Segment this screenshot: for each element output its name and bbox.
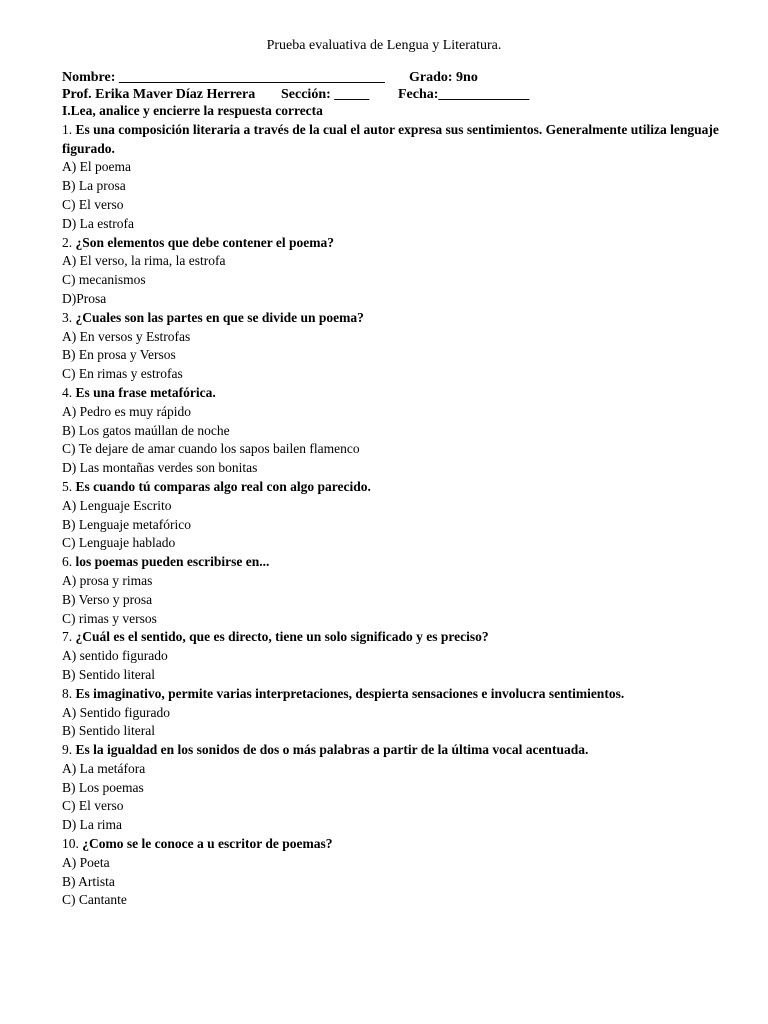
question-7 <box>62 628 742 647</box>
question-10 <box>62 835 742 854</box>
question-text: Es cuando tú comparas algo real con algo parecido. <box>75 478 371 494</box>
name-field-label: Nombre: ______________________________________ <box>62 70 385 85</box>
answer-option[interactable]: D)Prosa <box>62 290 107 306</box>
answer-option[interactable]: B) Los gatos maúllan de noche <box>62 422 230 438</box>
answer-option[interactable]: A) La metáfora <box>62 760 146 776</box>
answer-option[interactable]: C) El verso <box>62 798 124 814</box>
question-text: Es una composición literaria a través de la cual el autor expresa sus sentimientos. Generalmente utiliza lenguaje figurado. <box>62 121 719 156</box>
question-8 <box>62 685 742 704</box>
grade-label: Grado: 9no <box>409 70 478 85</box>
answer-option[interactable]: B) Lenguaje metafórico <box>62 516 191 532</box>
question-text: Es la igualdad en los sonidos de dos o más palabras a partir de la última vocal acentuada. <box>75 742 589 758</box>
section-field-label: Sección: _____ <box>281 87 370 102</box>
answer-option[interactable]: A) sentido figurado <box>62 648 168 664</box>
answer-option[interactable]: D) La rima <box>62 817 122 833</box>
answer-option[interactable]: B) Verso y prosa <box>62 591 153 607</box>
answer-option[interactable]: C) Te dejare de amar cuando los sapos bailen flamenco <box>62 441 360 457</box>
question-number: 6. <box>62 554 73 570</box>
date-field-label: Fecha:_____________ <box>398 87 530 102</box>
answer-option[interactable]: B) Sentido literal <box>62 723 155 739</box>
question-number: 2. <box>62 234 73 250</box>
answer-option[interactable]: A) Pedro es muy rápido <box>62 403 191 419</box>
question-text: ¿Cuales son las partes en que se divide un poema? <box>75 309 364 325</box>
question-list <box>62 121 742 910</box>
answer-option[interactable]: A) Poeta <box>62 854 110 870</box>
question-number: 1. <box>62 121 73 137</box>
question-text: ¿Como se le conoce a u escritor de poemas? <box>82 836 333 852</box>
question-2 <box>62 234 742 253</box>
question-text: ¿Cuál es el sentido, que es directo, tiene un solo significado y es preciso? <box>75 629 489 645</box>
answer-option[interactable]: A) Sentido figurado <box>62 704 170 720</box>
answer-option[interactable]: C) En rimas y estrofas <box>62 366 183 382</box>
answer-option[interactable]: A) El verso, la rima, la estrofa <box>62 253 226 269</box>
question-number: 8. <box>62 685 73 701</box>
question-text: Es imaginativo, permite varias interpretaciones, despierta sensaciones e involucra sentimientos. <box>75 685 625 701</box>
question-1 <box>62 121 742 159</box>
answer-option[interactable]: A) El poema <box>62 159 131 175</box>
question-number: 3. <box>62 309 73 325</box>
question-3 <box>62 309 742 328</box>
answer-option[interactable]: B) Los poemas <box>62 779 144 795</box>
question-number: 9. <box>62 742 73 758</box>
question-number: 10. <box>62 836 79 852</box>
exam-content <box>62 102 742 910</box>
question-number: 7. <box>62 629 73 645</box>
question-text: Es una frase metafórica. <box>75 384 216 400</box>
teacher-name: Prof. Erika Maver Díaz Herrera <box>62 87 256 102</box>
instruction: I.Lea, analice y encierre la respuesta correcta <box>62 103 323 118</box>
question-6 <box>62 553 742 572</box>
answer-option[interactable]: A) En versos y Estrofas <box>62 328 191 344</box>
answer-option[interactable]: C) Cantante <box>62 892 127 908</box>
answer-option[interactable]: A) Lenguaje Escrito <box>62 497 172 513</box>
question-text: ¿Son elementos que debe contener el poema? <box>75 234 334 250</box>
answer-option[interactable]: B) Artista <box>62 873 115 889</box>
answer-option[interactable]: D) La estrofa <box>62 215 134 231</box>
answer-option[interactable]: B) La prosa <box>62 178 126 194</box>
question-number: 4. <box>62 384 73 400</box>
answer-option[interactable]: B) Sentido literal <box>62 666 155 682</box>
answer-option[interactable]: C) El verso <box>62 196 124 212</box>
question-text: los poemas pueden escribirse en... <box>75 554 270 570</box>
answer-option[interactable]: C) rimas y versos <box>62 610 157 626</box>
answer-option[interactable]: D) Las montañas verdes son bonitas <box>62 460 258 476</box>
answer-option[interactable]: B) En prosa y Versos <box>62 347 176 363</box>
exam-title: Prueba evaluativa de Lengua y Literatura. <box>266 38 502 53</box>
answer-option[interactable]: A) prosa y rimas <box>62 572 153 588</box>
answer-option[interactable]: C) mecanismos <box>62 272 146 288</box>
answer-option[interactable]: C) Lenguaje hablado <box>62 535 176 551</box>
question-4 <box>62 384 742 403</box>
question-number: 5. <box>62 478 73 494</box>
question-5 <box>62 478 742 497</box>
question-9 <box>62 741 742 760</box>
